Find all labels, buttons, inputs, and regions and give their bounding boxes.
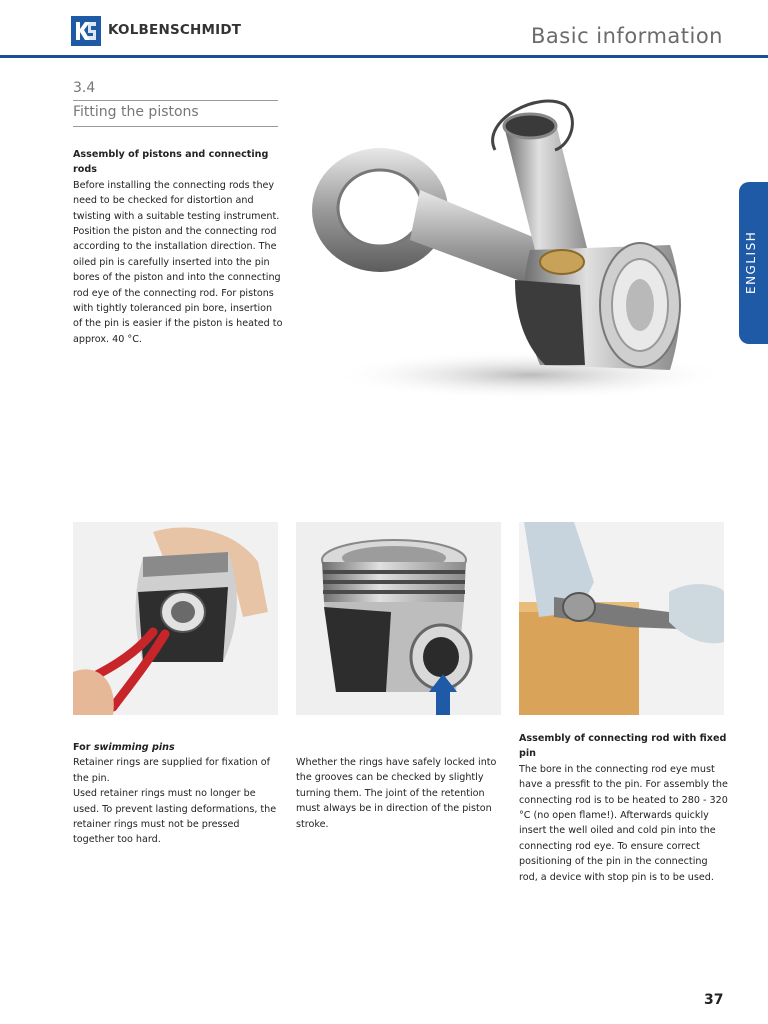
fixed-pin-text-block (519, 731, 729, 885)
language-tab[interactable] (739, 182, 768, 344)
retainer-check-text-block (296, 755, 506, 832)
language-tab-label: ENGLISH (744, 230, 758, 294)
intro-heading: Assembly of pistons and connecting rods (73, 149, 269, 176)
connecting-rod-piston-photo (300, 90, 720, 420)
section-title: Fitting the pistons (73, 104, 199, 120)
fixed-pin-assembly-photo (519, 522, 724, 715)
swimming-pins-paragraph-1: Retainer rings are supplied for fixation of the pin. (73, 757, 270, 784)
header-rule (0, 55, 768, 58)
page-header-title: Basic information (531, 24, 723, 48)
retainer-pliers-photo (73, 522, 278, 715)
kolbenschmidt-logo-icon (71, 16, 101, 46)
retainer-check-paragraph: Whether the rings have safely locked into the grooves can be checked by slightly turning them. The joint of the retention must always be in direction of the piston stroke. (296, 757, 497, 830)
divider (73, 100, 278, 101)
swimming-pins-heading: For swimming pins (73, 742, 175, 753)
brand-name: KOLBENSCHMIDT (108, 22, 242, 38)
page-number: 37 (704, 992, 724, 1008)
swimming-pins-text-block (73, 740, 283, 848)
section-number: 3.4 (73, 80, 96, 96)
intro-body: Before installing the connecting rods they need to be checked for distortion and twisting with a suitable testing instrument. Position the piston and the connecting rod according to the installation direction. The oiled pin is carefully inserted into the pin bores of the piston and into the connecting rod eye of the connecting rod. For pistons with tightly toleranced pin bore, insertion of the pin is easier if the piston is heated to approx. 40 °C. (73, 179, 283, 345)
piston-retainer-check-photo (296, 522, 501, 715)
swimming-pins-paragraph-2: Used retainer rings must no longer be used. To prevent lasting deformations, the retainer rings must not be pressed together too hard. (73, 788, 277, 846)
fixed-pin-paragraph: The bore in the connecting rod eye must have a pressfit to the pin. For assembly the connecting rod is to be heated to 280 - 320 °C (no open flame!). Afterwards quickly insert the well oiled and cold pin into the connecting rod eye. To ensure correct positioning of the pin in the connecting rod, a device with stop pin is to be used. (519, 763, 728, 883)
intro-text-block (73, 147, 283, 347)
fixed-pin-heading: Assembly of connecting rod with fixed pin (519, 733, 727, 760)
divider (73, 126, 278, 127)
